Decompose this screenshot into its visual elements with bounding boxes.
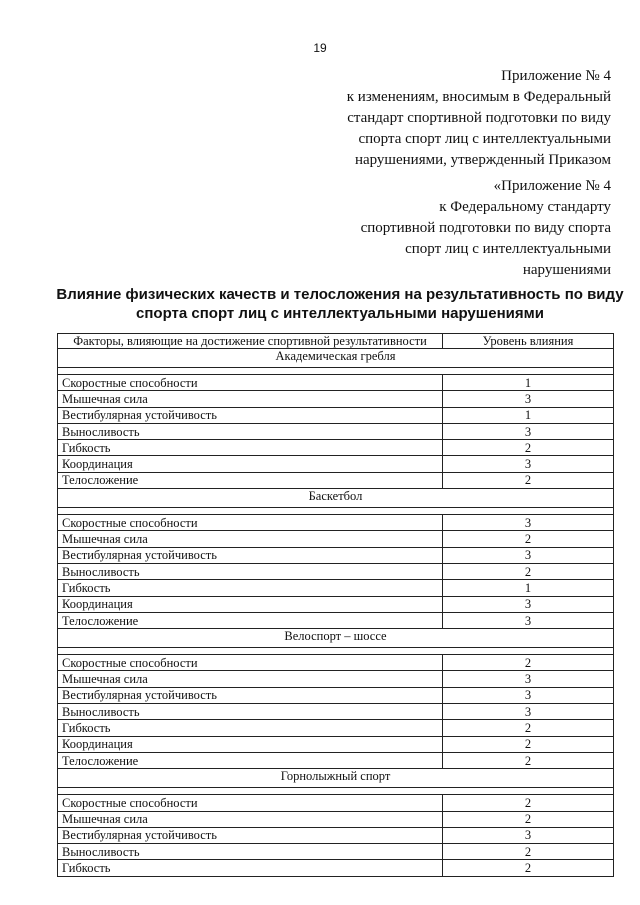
annex-amendment-line: спорта спорт лиц с интеллектуальными [358, 131, 611, 147]
level-cell: 2 [443, 472, 614, 488]
header-level: Уровень влияния [443, 334, 614, 349]
factor-cell: Мышечная сила [58, 671, 443, 687]
annex-amendment-heading [347, 66, 611, 171]
level-cell: 2 [443, 440, 614, 456]
level-cell: 2 [443, 655, 614, 671]
section-row [58, 489, 614, 508]
annex-main-line: к Федеральному стандарту [439, 199, 611, 215]
table-row [58, 515, 614, 531]
table-row [58, 687, 614, 703]
level-cell: 3 [443, 704, 614, 720]
page-number: 19 [313, 41, 327, 55]
factor-cell: Координация [58, 736, 443, 752]
factors-table-body [58, 349, 614, 877]
factors-table [57, 333, 614, 877]
section-spacer-cell [58, 788, 614, 795]
section-title: Академическая гребля [58, 349, 614, 368]
factor-cell: Вестибулярная устойчивость [58, 687, 443, 703]
section-title: Баскетбол [58, 489, 614, 508]
table-row [58, 456, 614, 472]
header-factor: Факторы, влияющие на достижение спортивной результативности [58, 334, 443, 349]
table-row [58, 844, 614, 860]
section-spacer-cell [58, 508, 614, 515]
factor-cell: Гибкость [58, 860, 443, 876]
level-cell: 2 [443, 844, 614, 860]
table-row [58, 612, 614, 628]
factor-cell: Вестибулярная устойчивость [58, 547, 443, 563]
level-cell: 2 [443, 563, 614, 579]
level-cell: 2 [443, 752, 614, 768]
table-row [58, 671, 614, 687]
factor-cell: Телосложение [58, 472, 443, 488]
factor-cell: Скоростные способности [58, 655, 443, 671]
level-cell: 3 [443, 547, 614, 563]
factor-cell: Выносливость [58, 423, 443, 439]
factor-cell: Гибкость [58, 440, 443, 456]
level-cell: 2 [443, 811, 614, 827]
factor-cell: Скоростные способности [58, 795, 443, 811]
factor-cell: Гибкость [58, 720, 443, 736]
level-cell: 3 [443, 687, 614, 703]
table-header-row [58, 334, 614, 349]
section-spacer-cell [58, 648, 614, 655]
section-title: Горнолыжный спорт [58, 769, 614, 788]
factor-cell: Вестибулярная устойчивость [58, 827, 443, 843]
annex-main-line: нарушениями [522, 262, 611, 278]
factor-cell: Телосложение [58, 612, 443, 628]
factor-cell: Выносливость [58, 563, 443, 579]
section-spacer-row [58, 788, 614, 795]
level-cell: 2 [443, 860, 614, 876]
section-row [58, 629, 614, 648]
annex-main-heading [361, 176, 611, 281]
annex-main-line: спорт лиц с интеллектуальными [405, 241, 611, 257]
table-row [58, 391, 614, 407]
table-row [58, 860, 614, 876]
table-row [58, 407, 614, 423]
annex-main-line: «Приложение № 4 [493, 178, 611, 194]
level-cell: 3 [443, 612, 614, 628]
table-row [58, 563, 614, 579]
table-row [58, 655, 614, 671]
section-title: Велоспорт – шоссе [58, 629, 614, 648]
annex-amendment-line: Приложение № 4 [501, 68, 611, 84]
level-cell: 3 [443, 827, 614, 843]
level-cell: 2 [443, 720, 614, 736]
level-cell: 2 [443, 736, 614, 752]
factor-cell: Скоростные способности [58, 515, 443, 531]
table-row [58, 596, 614, 612]
table-row [58, 795, 614, 811]
table-row [58, 827, 614, 843]
table-row [58, 531, 614, 547]
level-cell: 3 [443, 596, 614, 612]
factor-cell: Телосложение [58, 752, 443, 768]
table-row [58, 736, 614, 752]
table-row [58, 580, 614, 596]
table-row [58, 423, 614, 439]
factor-cell: Координация [58, 596, 443, 612]
annex-amendment-line: к изменениям, вносимым в Федеральный [346, 89, 611, 105]
section-spacer-cell [58, 368, 614, 375]
factor-cell: Координация [58, 456, 443, 472]
table-row [58, 440, 614, 456]
table-row [58, 811, 614, 827]
annex-amendment-line: нарушениями, утвержденный Приказом [354, 152, 611, 168]
section-spacer-row [58, 508, 614, 515]
factor-cell: Мышечная сила [58, 531, 443, 547]
level-cell: 3 [443, 456, 614, 472]
factor-cell: Вестибулярная устойчивость [58, 407, 443, 423]
table-row [58, 752, 614, 768]
factor-cell: Выносливость [58, 704, 443, 720]
factor-cell: Скоростные способности [58, 375, 443, 391]
level-cell: 1 [443, 580, 614, 596]
document-title [40, 285, 640, 323]
table-row [58, 704, 614, 720]
document-title-line: спорта спорт лиц с интеллектуальными нарушениями [136, 305, 544, 322]
level-cell: 3 [443, 423, 614, 439]
section-spacer-row [58, 368, 614, 375]
level-cell: 3 [443, 671, 614, 687]
section-row [58, 769, 614, 788]
table-row [58, 472, 614, 488]
annex-main-line: спортивной подготовки по виду спорта [360, 220, 611, 236]
factor-cell: Выносливость [58, 844, 443, 860]
level-cell: 2 [443, 795, 614, 811]
document-title-line: Влияние физических качеств и телосложения на результативность по виду [56, 286, 624, 303]
table-row [58, 720, 614, 736]
level-cell: 3 [443, 391, 614, 407]
level-cell: 3 [443, 515, 614, 531]
level-cell: 2 [443, 531, 614, 547]
table-row [58, 375, 614, 391]
annex-amendment-line: стандарт спортивной подготовки по виду [347, 110, 611, 126]
level-cell: 1 [443, 375, 614, 391]
section-row [58, 349, 614, 368]
factor-cell: Мышечная сила [58, 391, 443, 407]
table-row [58, 547, 614, 563]
level-cell: 1 [443, 407, 614, 423]
section-spacer-row [58, 648, 614, 655]
factor-cell: Гибкость [58, 580, 443, 596]
factor-cell: Мышечная сила [58, 811, 443, 827]
